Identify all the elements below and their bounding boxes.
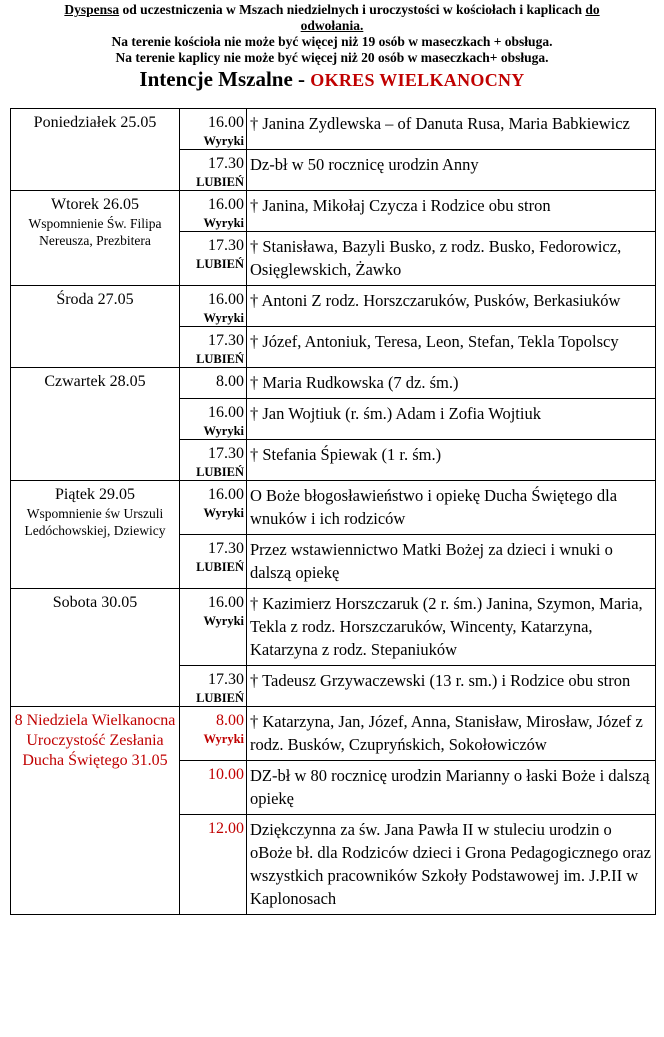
intention-text: Dziękczynna za św. Jana Pawła II w stuleciu urodzin o oBoże bł. dla Rodziców dzieci i Grona Pedagogicznego oraz wszystkich pracowników Szkoły Podstawowej im. J.P.II w Kaplonosach <box>247 815 656 915</box>
notice-line-1-do: do <box>585 2 600 17</box>
mass-time: 17.30 <box>208 155 244 172</box>
intention-text: Przez wstawiennictwo Matki Bożej za dzieci i wnuki o dalszą opiekę <box>247 535 656 589</box>
day-cell <box>11 191 180 286</box>
intention-text: O Boże błogosławieństwo i opiekę Ducha Świętego dla wnuków i ich rodziców <box>247 481 656 535</box>
notice-line-2: odwołania. <box>300 18 364 33</box>
day-cell <box>11 481 180 589</box>
title-main: Intencje Mszalne - <box>139 67 311 91</box>
mass-time: 16.00 <box>208 594 244 611</box>
intention-text: † Stanisława, Bazyli Busko, z rodz. Busko, Fedorowicz, Osięglewskich, Żawko <box>247 232 656 286</box>
mass-time: 16.00 <box>208 404 244 421</box>
time-cell <box>180 191 247 232</box>
time-cell <box>180 761 247 815</box>
time-cell <box>180 286 247 327</box>
intention-text: † Katarzyna, Jan, Józef, Anna, Stanisław, Mirosław, Józef z rodz. Busków, Czupryńskich, Sokołowiczów <box>247 707 656 761</box>
mass-row <box>11 286 656 327</box>
day-feast: Wspomnienie Św. Filipa Nereusza, Prezbitera <box>28 216 162 248</box>
intention-text: † Stefania Śpiewak (1 r. śm.) <box>247 440 656 481</box>
time-cell <box>180 327 247 368</box>
time-cell <box>180 232 247 286</box>
title-season: OKRES WIELKANOCNY <box>310 70 525 90</box>
mass-location: LUBIEŃ <box>196 352 244 366</box>
day-label: Czwartek 28.05 <box>44 373 146 390</box>
mass-time: 16.00 <box>208 196 244 213</box>
mass-location: Wyryki <box>203 614 244 628</box>
mass-location: LUBIEŃ <box>196 691 244 705</box>
day-label: Sobota 30.05 <box>52 594 138 611</box>
intention-text: † Józef, Antoniuk, Teresa, Leon, Stefan, Tekla Topolscy <box>247 327 656 368</box>
notice-line-1-text: od uczestniczenia w Mszach niedzielnych i uroczystości w kościołach i kaplicach <box>119 2 586 17</box>
time-cell <box>180 666 247 707</box>
mass-location: LUBIEŃ <box>196 560 244 574</box>
intention-text: † Maria Rudkowska (7 dz. śm.) <box>247 368 656 399</box>
time-cell <box>180 535 247 589</box>
day-cell <box>11 368 180 481</box>
intention-text: † Janina Zydlewska – of Danuta Rusa, Maria Babkiewicz <box>247 109 656 150</box>
day-label: Piątek 29.05 <box>55 486 135 503</box>
mass-row <box>11 707 656 761</box>
mass-location: Wyryki <box>203 732 244 746</box>
time-cell <box>180 150 247 191</box>
mass-location: LUBIEŃ <box>196 465 244 479</box>
mass-location: Wyryki <box>203 216 244 230</box>
mass-row <box>11 589 656 666</box>
day-cell <box>11 109 180 191</box>
day-label: Środa 27.05 <box>56 291 134 308</box>
day-cell <box>11 286 180 368</box>
mass-location: Wyryki <box>203 134 244 148</box>
intention-text: † Tadeusz Grzywaczewski (13 r. sm.) i Rodzice obu stron <box>247 666 656 707</box>
mass-time: 16.00 <box>208 291 244 308</box>
time-cell <box>180 399 247 440</box>
day-label: 8 Niedziela Wielkanocna Uroczystość Zesłania Ducha Świętego 31.05 <box>14 712 176 769</box>
dispensation-word: Dyspensa <box>64 2 120 17</box>
intention-text: † Kazimierz Horszczaruk (2 r. śm.) Janina, Szymon, Maria, Tekla z rodz. Horszczaruków, Wincenty, Katarzyna, Katarzyna z rodz. Stepaniuków <box>247 589 656 666</box>
mass-time: 8.00 <box>216 712 244 729</box>
time-cell <box>180 707 247 761</box>
mass-time: 16.00 <box>208 486 244 503</box>
chapel-limit-notice: Na terenie kaplicy nie może być więcej niż 20 osób w maseczkach+ obsługa. <box>115 50 549 65</box>
intention-text: Dz-bł w 50 rocznicę urodzin Anny <box>247 150 656 191</box>
intention-text: † Janina, Mikołaj Czycza i Rodzice obu stron <box>247 191 656 232</box>
mass-time: 17.30 <box>208 332 244 349</box>
mass-time: 17.30 <box>208 237 244 254</box>
day-cell <box>11 589 180 707</box>
mass-time: 16.00 <box>208 114 244 131</box>
mass-location: Wyryki <box>203 311 244 325</box>
mass-location: LUBIEŃ <box>196 257 244 271</box>
mass-time: 17.30 <box>208 540 244 557</box>
notice-line-1 <box>0 2 664 18</box>
mass-time: 10.00 <box>208 766 244 783</box>
mass-row <box>11 368 656 399</box>
day-feast: Wspomnienie św Urszuli Ledóchowskiej, Dziewicy <box>24 506 166 538</box>
mass-row <box>11 109 656 150</box>
intention-text: † Antoni Z rodz. Horszczaruków, Pusków, Berkasiuków <box>247 286 656 327</box>
mass-time: 17.30 <box>208 445 244 462</box>
mass-row <box>11 481 656 535</box>
mass-intentions-table <box>10 108 656 915</box>
day-cell <box>11 707 180 915</box>
intention-text: DZ-bł w 80 rocznicę urodzin Marianny o łaski Boże i dalszą opiekę <box>247 761 656 815</box>
mass-time: 17.30 <box>208 671 244 688</box>
time-cell <box>180 481 247 535</box>
time-cell <box>180 440 247 481</box>
dispensation-notice <box>0 0 664 66</box>
day-label: Wtorek 26.05 <box>51 196 139 213</box>
page-title <box>0 67 664 92</box>
time-cell <box>180 589 247 666</box>
mass-time: 12.00 <box>208 820 244 837</box>
time-cell <box>180 815 247 915</box>
mass-location: LUBIEŃ <box>196 175 244 189</box>
mass-location: Wyryki <box>203 424 244 438</box>
time-cell <box>180 109 247 150</box>
mass-row <box>11 191 656 232</box>
day-label: Poniedziałek 25.05 <box>33 114 157 131</box>
intention-text: † Jan Wojtiuk (r. śm.) Adam i Zofia Wojtiuk <box>247 399 656 440</box>
mass-location: Wyryki <box>203 506 244 520</box>
church-limit-notice: Na terenie kościoła nie może być więcej niż 19 osób w maseczkach + obsługa. <box>111 34 553 49</box>
time-cell <box>180 368 247 399</box>
mass-time: 8.00 <box>216 373 244 390</box>
